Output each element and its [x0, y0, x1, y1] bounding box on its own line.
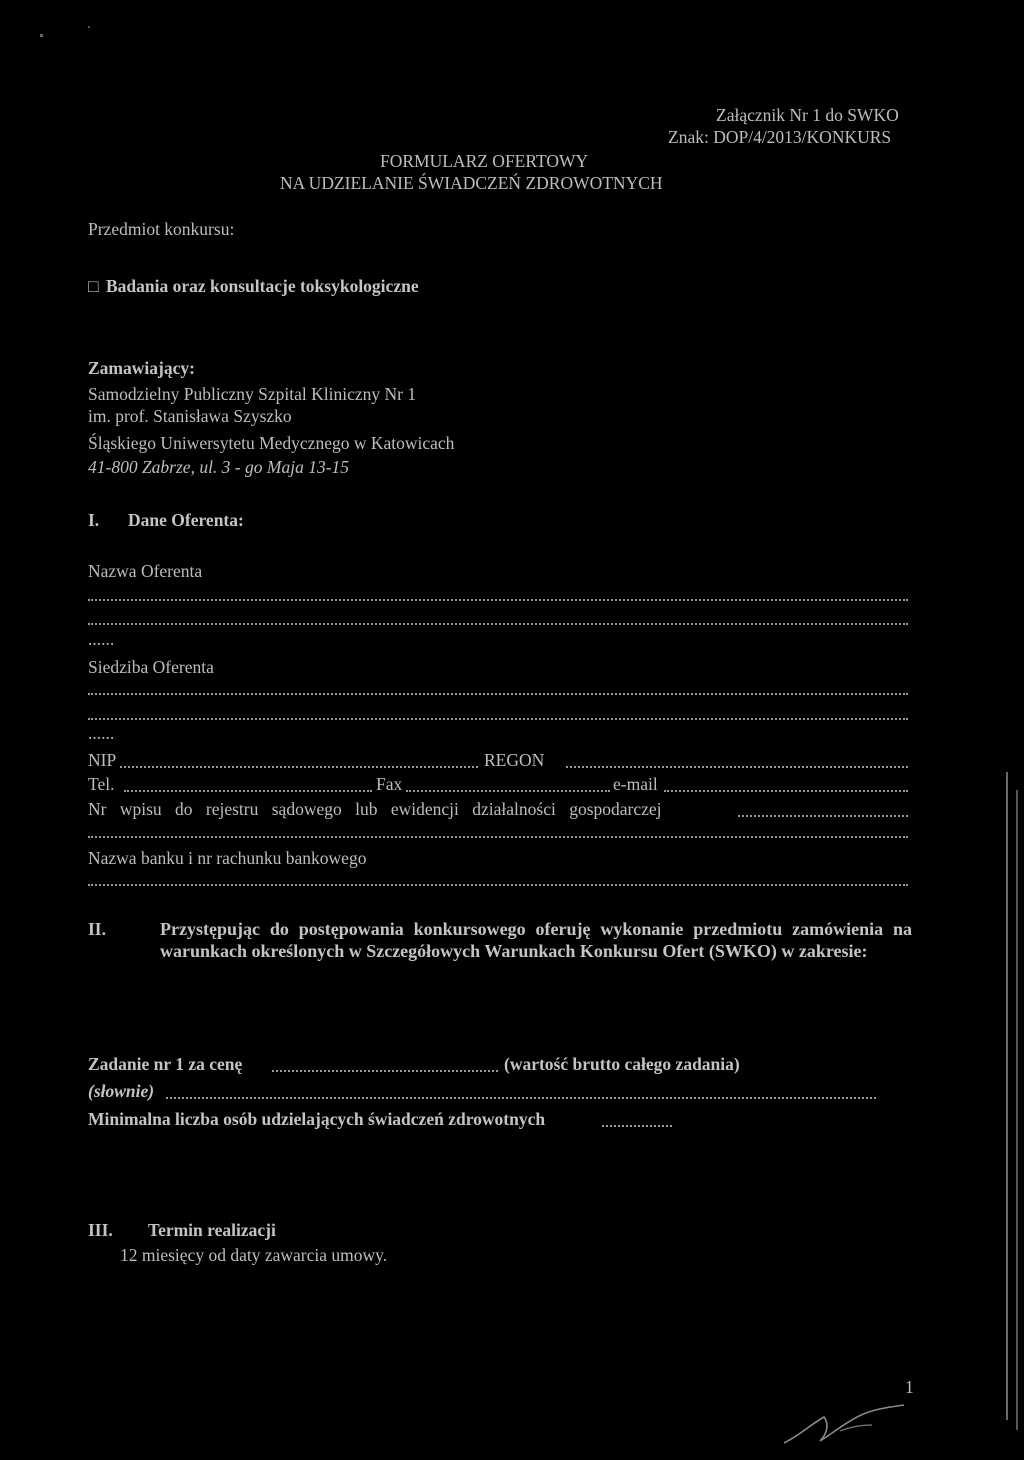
orderer-line2: im. prof. Stanisława Szyszko	[88, 406, 292, 426]
fax-label: Fax	[376, 774, 403, 794]
section-3-title: Termin realizacji	[148, 1220, 276, 1240]
section-1-number: I.	[88, 510, 100, 530]
subject-item: Badania oraz konsultacje toksykologiczne	[106, 276, 419, 296]
regon-field[interactable]	[566, 766, 908, 768]
annex-reference: Załącznik Nr 1 do SWKO	[716, 105, 899, 125]
orderer-line3: Śląskiego Uniwersytetu Medycznego w Katowicach	[88, 433, 455, 453]
min-persons-field[interactable]	[602, 1125, 672, 1127]
bank-label: Nazwa banku i nr rachunku bankowego	[88, 848, 367, 868]
offeror-seat-line[interactable]	[88, 693, 908, 695]
section-1-title: Dane Oferenta:	[128, 510, 244, 530]
email-label: e-mail	[613, 774, 658, 794]
orderer-label: Zamawiający:	[88, 358, 195, 378]
section-3-text: 12 miesięcy od daty zawarcia umowy.	[120, 1245, 388, 1265]
min-persons-label: Minimalna liczba osób udzielających świadczeń zdrowotnych	[88, 1109, 546, 1129]
task-price-field[interactable]	[272, 1070, 498, 1072]
register-line[interactable]	[88, 836, 908, 838]
offeror-seat-tail: ......	[88, 723, 115, 743]
signature-scribble	[780, 1395, 910, 1450]
subject-label: Przedmiot konkursu:	[88, 219, 235, 239]
offeror-name-label: Nazwa Oferenta	[88, 561, 203, 581]
checkbox-icon[interactable]: □	[88, 276, 99, 296]
email-field[interactable]	[664, 790, 908, 792]
nip-label: NIP	[88, 750, 117, 770]
section-2-text: Przystępując do postępowania konkursowego oferuję wykonanie przedmiotu zamówienia na warunkach określonych w Szczegółowych Warunkach Konkursu Ofert (SWKO) w zakresie:	[160, 919, 912, 961]
form-title: FORMULARZ OFERTOWY	[380, 151, 589, 171]
scan-edge-line	[1016, 790, 1018, 1430]
section-2-number: II.	[88, 919, 106, 939]
price-in-words-label: (słownie)	[88, 1081, 155, 1101]
task-price-label: Zadanie nr 1 za cenę	[88, 1054, 243, 1074]
orderer-address: 41-800 Zabrze, ul. 3 - go Maja 13-15	[88, 457, 350, 477]
offeror-name-tail: ......	[88, 629, 115, 649]
regon-label: REGON	[484, 750, 545, 770]
price-in-words-field[interactable]	[166, 1097, 876, 1099]
register-label: Nr wpisu do rejestru sądowego lub ewidencji działalności gospodarczej	[88, 799, 662, 819]
scan-speck	[88, 26, 90, 28]
document-sign: Znak: DOP/4/2013/KONKURS	[668, 127, 892, 147]
section-3-number: III.	[88, 1220, 113, 1240]
offeror-seat-label: Siedziba Oferenta	[88, 657, 214, 677]
scan-speck	[40, 34, 43, 37]
tel-label: Tel.	[88, 774, 115, 794]
orderer-line1: Samodzielny Publiczny Szpital Kliniczny Nr 1	[88, 384, 417, 404]
offeror-name-line[interactable]	[88, 599, 908, 601]
fax-field[interactable]	[406, 790, 610, 792]
bank-line[interactable]	[88, 884, 908, 886]
page-number: 1	[905, 1377, 914, 1397]
form-subtitle: NA UDZIELANIE ŚWIADCZEŃ ZDROWOTNYCH	[280, 173, 663, 193]
offeror-name-line[interactable]	[88, 623, 908, 625]
nip-field[interactable]	[120, 766, 478, 768]
task-price-note: (wartość brutto całego zadania)	[504, 1054, 740, 1074]
scan-edge-line	[1006, 772, 1008, 1420]
offeror-seat-line[interactable]	[88, 718, 908, 720]
register-field[interactable]	[738, 815, 908, 817]
tel-field[interactable]	[124, 790, 372, 792]
